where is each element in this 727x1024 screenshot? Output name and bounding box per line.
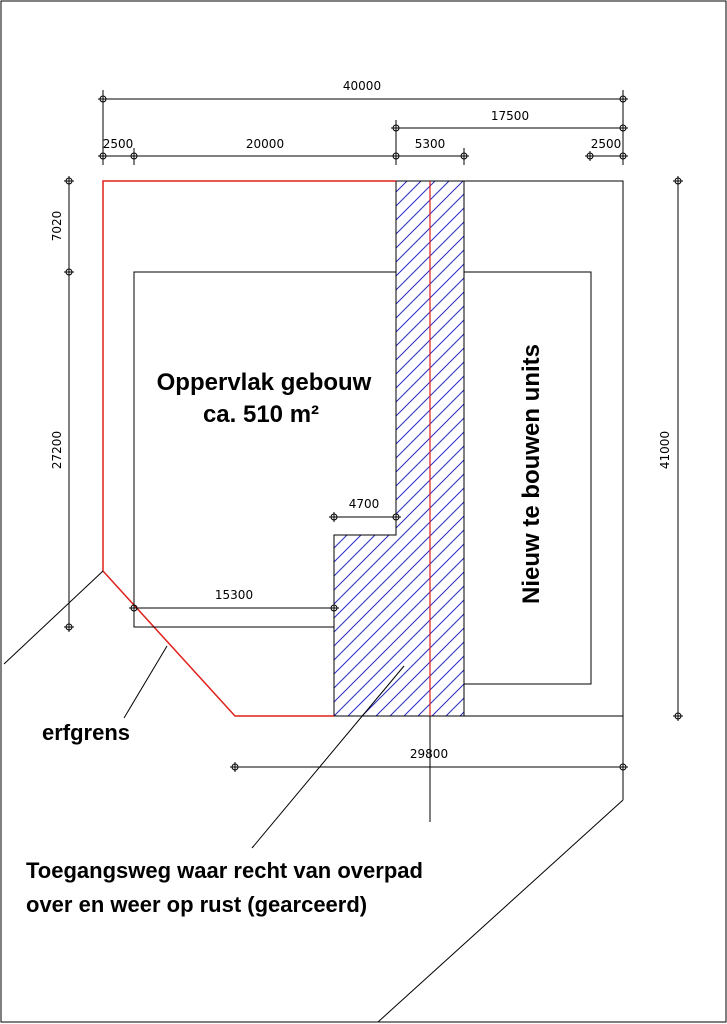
dim-top-depth: 7020 — [50, 210, 64, 242]
dim-lower-width: 15300 — [214, 588, 254, 602]
access-road-hatched-area — [334, 181, 464, 716]
dim-total-width: 40000 — [342, 79, 382, 93]
dim-notch-width: 4700 — [348, 497, 380, 511]
dim-right-span: 17500 — [490, 109, 530, 123]
dim-total-depth: 41000 — [658, 430, 672, 470]
dim-left-margin: 2500 — [102, 137, 134, 151]
building-area-label-line1: Oppervlak gebouw — [156, 369, 372, 396]
access-road-leader-line — [252, 666, 404, 848]
dim-access-width: 5300 — [414, 137, 446, 151]
road-edge-line — [378, 800, 623, 1022]
dim-bottom-width: 29800 — [409, 747, 449, 761]
building-area-label-line2: ca. 510 m² — [202, 401, 320, 428]
neighbour-boundary-line — [4, 571, 103, 664]
access-road-label-line1: Toegangsweg waar recht van overpad — [26, 858, 423, 883]
dim-building-width: 20000 — [245, 137, 285, 151]
boundary-leader-line — [124, 646, 167, 718]
dim-right-margin: 2500 — [590, 137, 622, 151]
new-units-label: Nieuw te bouwen units — [518, 343, 545, 605]
dim-building-depth: 27200 — [50, 430, 64, 470]
boundary-label: erfgrens — [42, 720, 131, 745]
access-road-label-line2: over en weer op rust (gearceerd) — [26, 892, 368, 917]
